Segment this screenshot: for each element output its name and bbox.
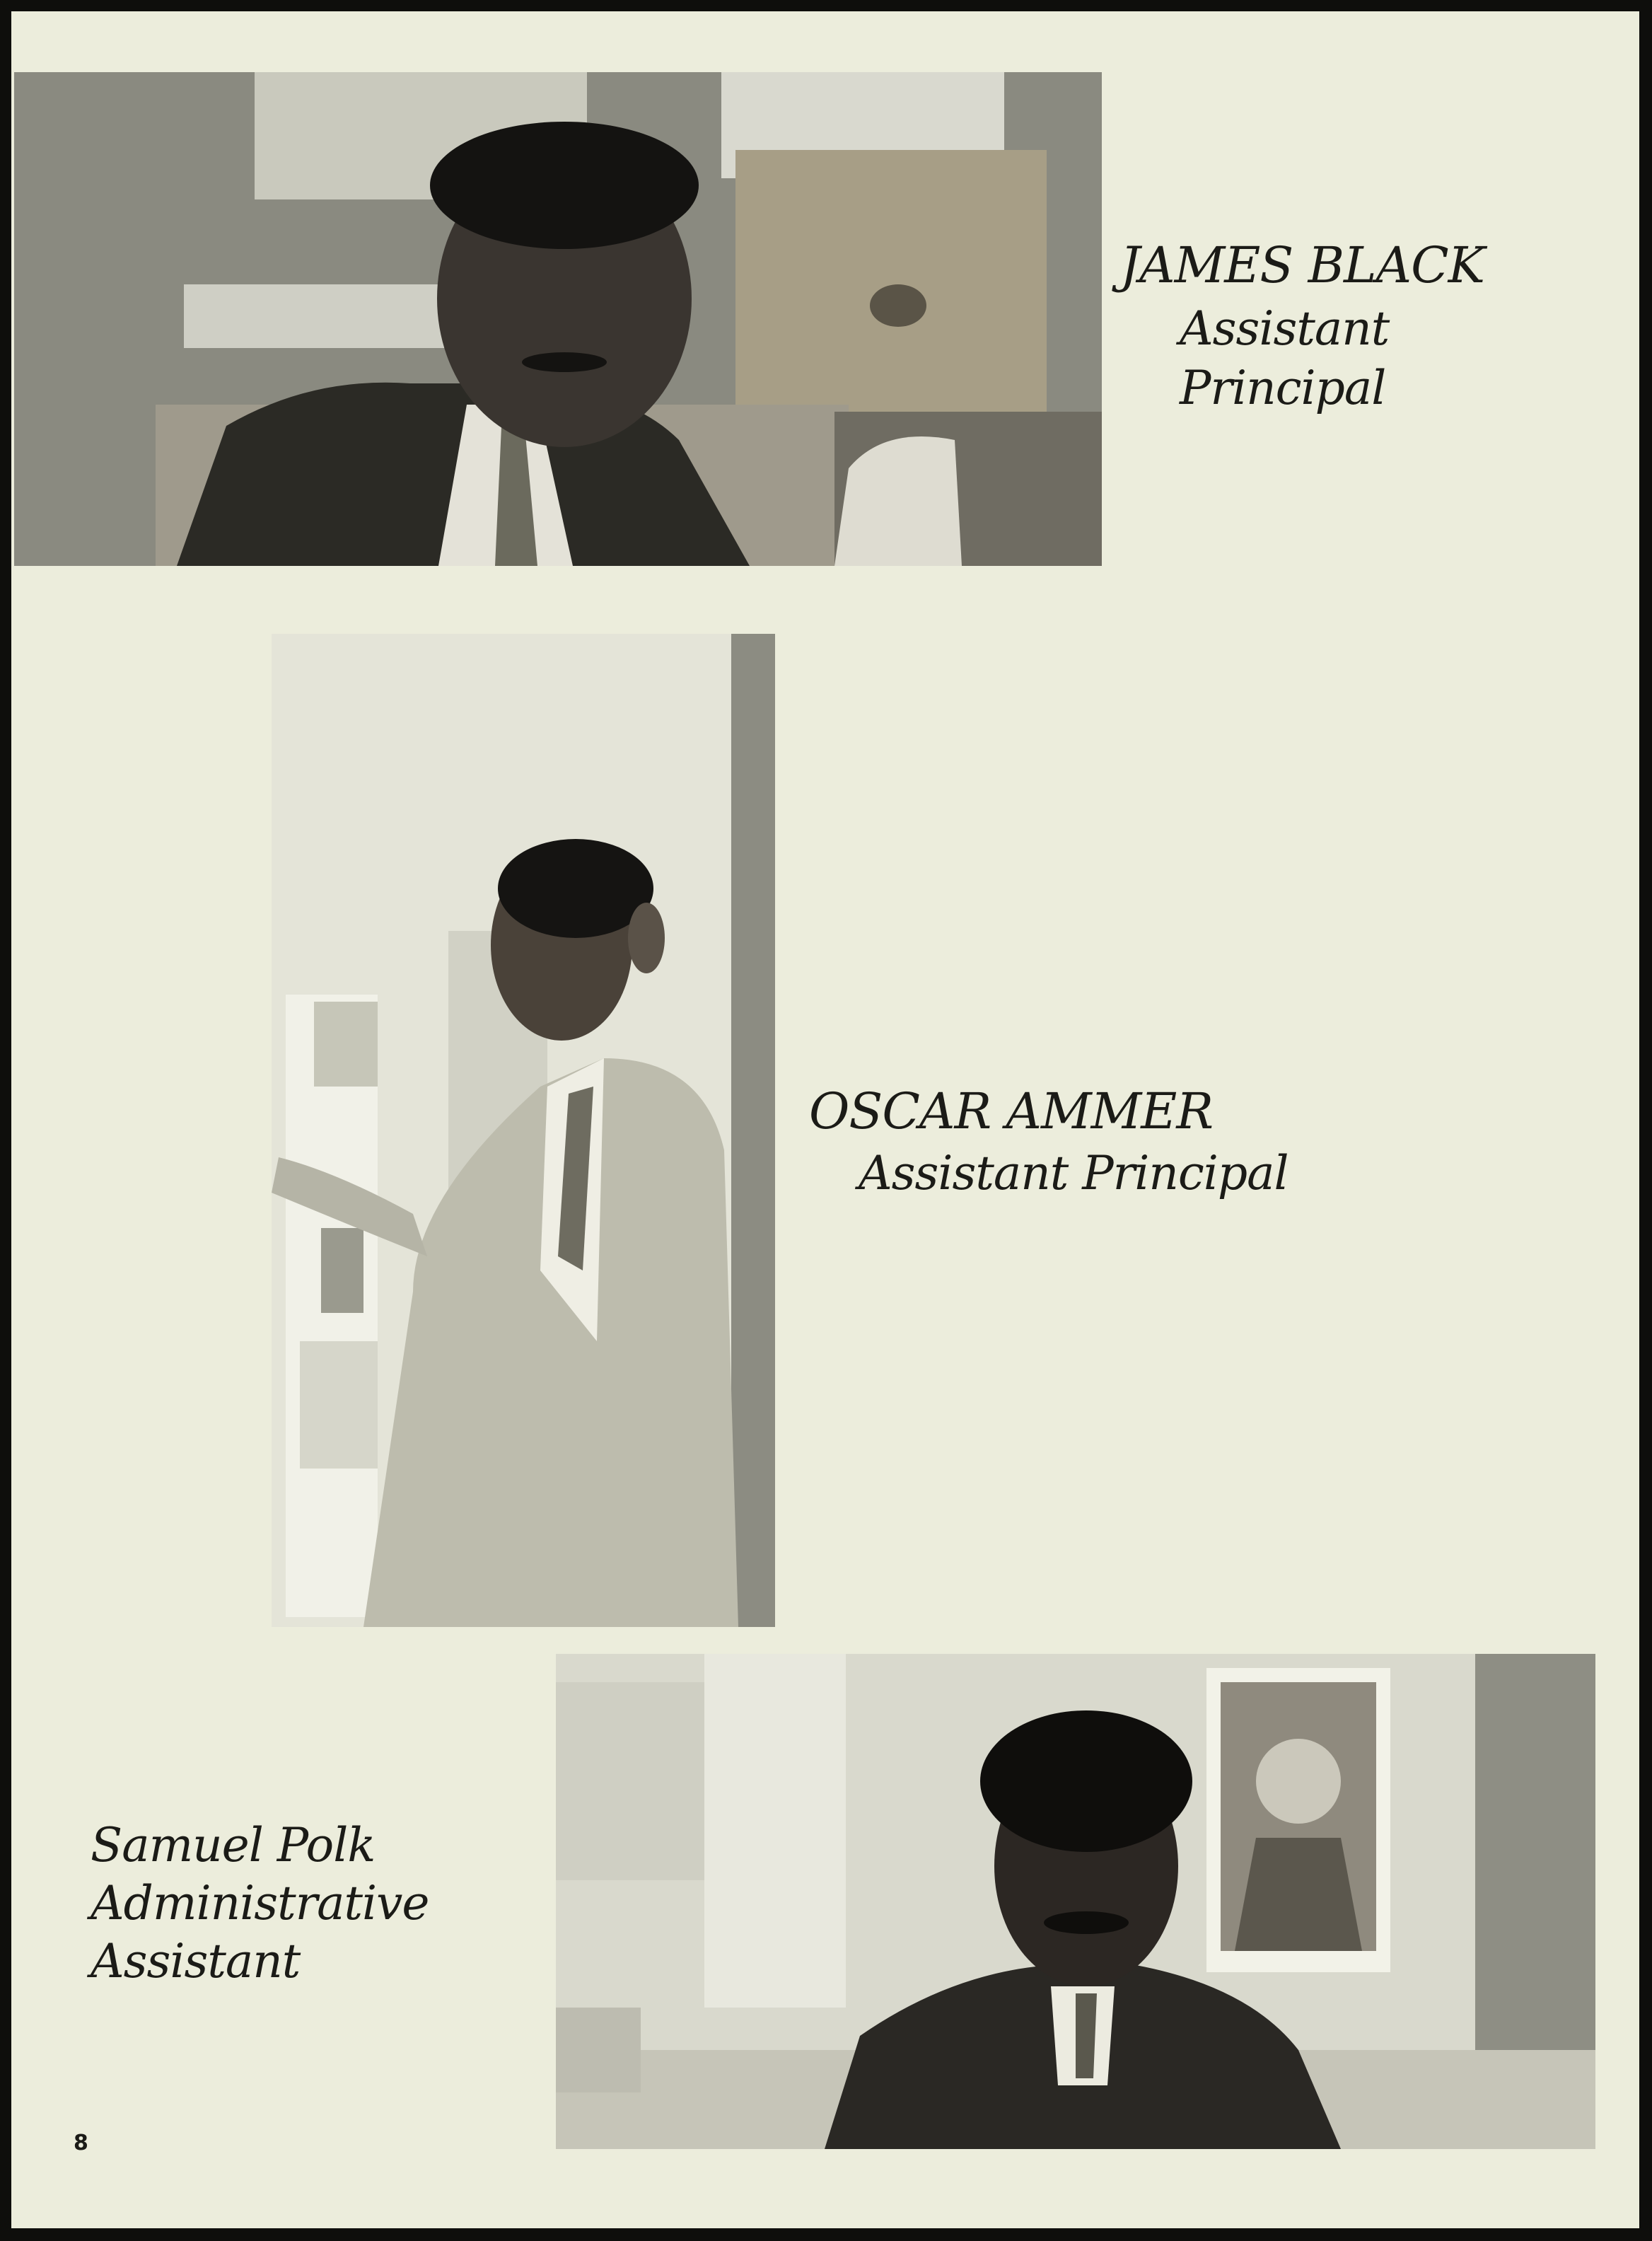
caption-title-polk-line2: Assistant xyxy=(91,1934,301,1988)
photo-samuel-polk xyxy=(556,1654,1595,2149)
caption-title-black-line2: Principal xyxy=(1180,361,1386,415)
yearbook-page xyxy=(11,11,1639,2228)
caption-title-ammer: Assistant Principal xyxy=(859,1146,1289,1200)
caption-title-polk-line1: Administrative xyxy=(91,1876,429,1930)
page-number: 8 xyxy=(74,2131,88,2155)
caption-title-black-line1: Assistant xyxy=(1180,301,1390,356)
caption-name-polk: Samuel Polk xyxy=(91,1818,376,1872)
caption-name-black: JAMES BLACK xyxy=(1120,236,1484,294)
photo-oscar-ammer xyxy=(272,634,775,1627)
photo-james-black xyxy=(14,72,1102,566)
caption-name-ammer: OSCAR AMMER xyxy=(809,1082,1214,1140)
